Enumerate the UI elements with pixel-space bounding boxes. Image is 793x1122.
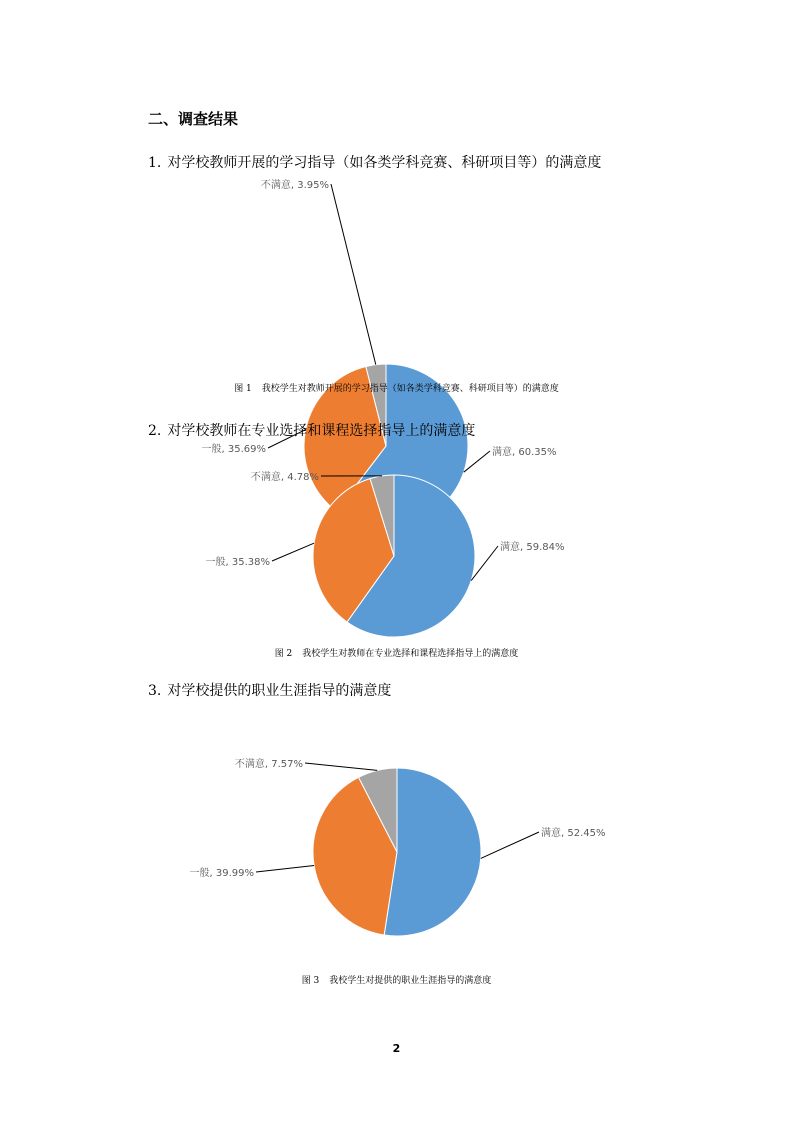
- question-1-number: 1.: [148, 155, 162, 171]
- question-2-number: 2.: [148, 423, 162, 439]
- figure-2-caption-text: 我校学生对教师在专业选择和课程选择指导上的满意度: [302, 649, 519, 659]
- figure-1-caption-text: 我校学生对教师开展的学习指导（如各类学科竞赛、科研项目等）的满意度: [261, 384, 559, 394]
- slice-data-label: 一般, 35.69%: [201, 444, 266, 455]
- slice-data-label: 一般, 39.99%: [189, 868, 254, 879]
- figure-2-label: 图 2: [274, 649, 293, 659]
- figure-1-caption: [0, 381, 793, 394]
- figure-2-caption: [0, 646, 793, 659]
- question-3: [148, 680, 391, 700]
- figure-1-label: 图 1: [234, 384, 252, 394]
- leader-line: [305, 763, 377, 770]
- slice-data-label: 满意, 60.35%: [492, 447, 557, 458]
- slice-data-label: 一般, 35.38%: [205, 557, 270, 568]
- figure-3-label: 图 3: [301, 976, 320, 986]
- slice-data-label: 不满意, 4.78%: [250, 472, 319, 483]
- page-number: 2: [392, 1042, 401, 1055]
- pie-chart-2: [0, 455, 793, 645]
- figure-3-caption: [0, 973, 793, 986]
- question-1-text: 对学校教师开展的学习指导（如各类学科竞赛、科研项目等）的满意度: [167, 155, 602, 171]
- question-1: [148, 152, 601, 172]
- pie-chart-3: [0, 745, 793, 945]
- question-2-text: 对学校教师在专业选择和课程选择指导上的满意度: [167, 423, 476, 439]
- figure-3-caption-text: 我校学生对提供的职业生涯指导的满意度: [329, 976, 492, 986]
- slice-data-label: 不满意, 3.95%: [260, 180, 329, 191]
- slice-data-label: 满意, 59.84%: [500, 542, 565, 553]
- slice-data-label: 不满意, 7.57%: [234, 759, 303, 770]
- question-2: [148, 420, 475, 440]
- slice-data-label: 满意, 52.45%: [541, 828, 606, 839]
- section-heading: 二、调查结果: [148, 110, 239, 128]
- leader-line: [256, 866, 314, 873]
- leader-line: [481, 832, 539, 858]
- leader-line: [331, 184, 376, 365]
- pie-slice-satisfied: [384, 768, 481, 936]
- question-3-number: 3.: [148, 683, 162, 699]
- question-3-text: 对学校提供的职业生涯指导的满意度: [167, 683, 392, 699]
- leader-line: [272, 543, 314, 561]
